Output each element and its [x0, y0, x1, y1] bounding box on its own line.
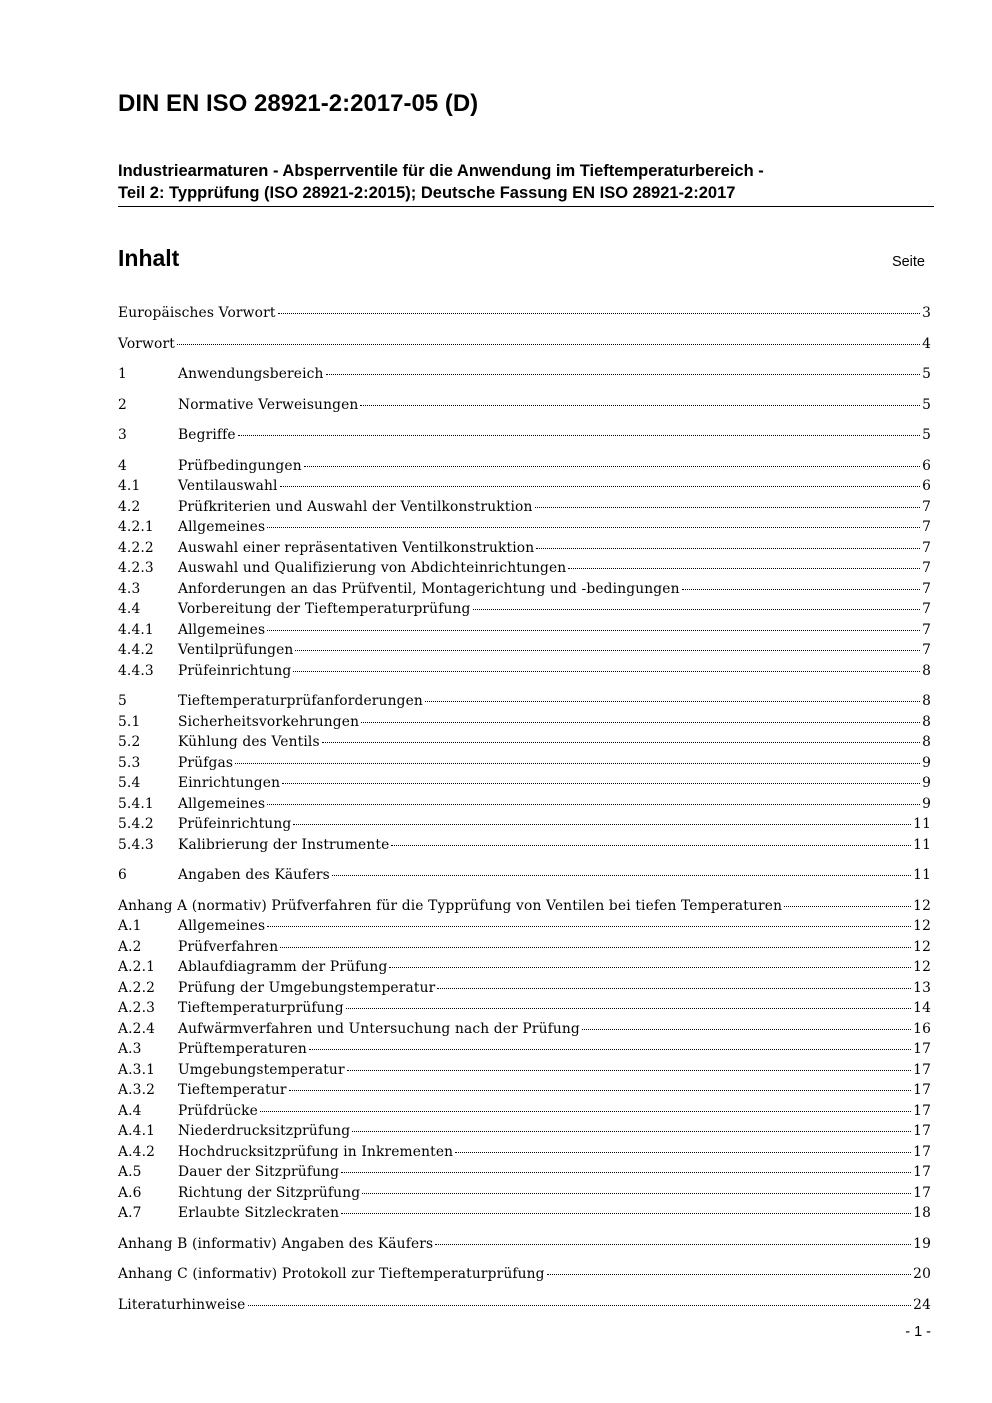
toc-entry-page: 12	[913, 938, 931, 955]
toc-dot-leader	[293, 671, 920, 672]
toc-entry-number: A.3	[118, 1041, 142, 1057]
toc-entry-page: 5	[922, 427, 931, 443]
toc-entry[interactable]	[118, 476, 931, 497]
toc-dot-leader	[391, 845, 911, 846]
toc-entry-page: 24	[913, 1296, 931, 1313]
toc-entry-number: A.2	[118, 938, 142, 955]
toc-entry[interactable]	[118, 1295, 931, 1316]
toc-entry[interactable]	[118, 364, 931, 385]
toc-entry-number: 5.2	[118, 734, 141, 750]
toc-dot-leader	[280, 486, 920, 487]
toc-entry-number: 5	[118, 693, 127, 709]
toc-entry-page: 17	[913, 1184, 931, 1201]
document-subtitle	[118, 160, 934, 207]
toc-entry-page: 9	[922, 795, 931, 812]
toc-entry[interactable]	[118, 814, 931, 835]
toc-entry[interactable]	[118, 1060, 931, 1081]
toc-entry[interactable]	[118, 691, 931, 712]
toc-entry-page: 17	[913, 1123, 931, 1139]
toc-entry-title: Anwendungsbereich	[178, 366, 324, 382]
toc-dot-leader	[682, 589, 920, 590]
toc-entry-title: Anhang B (informativ) Angaben des Käufers	[118, 1235, 434, 1252]
toc-dot-leader	[309, 1049, 911, 1050]
toc-entry[interactable]	[118, 978, 931, 999]
toc-dot-leader	[360, 405, 920, 406]
toc-dot-leader	[346, 1008, 911, 1009]
toc-entry-number: 1	[118, 366, 127, 382]
toc-entry-page: 17	[913, 1061, 931, 1078]
toc-entry-page: 8	[922, 713, 931, 730]
toc-entry[interactable]	[118, 661, 931, 682]
toc-dot-leader	[280, 947, 911, 948]
toc-entry-number: A.4.1	[118, 1123, 156, 1139]
toc-entry-title: Einrichtungen	[178, 775, 281, 791]
toc-entry-number: A.2.3	[118, 1000, 156, 1016]
toc-dot-leader	[278, 313, 921, 314]
toc-entry-number: A.2.4	[118, 1020, 156, 1037]
toc-entry-number: 3	[118, 427, 127, 443]
toc-entry-title: Umgebungstemperatur	[178, 1061, 345, 1078]
toc-dot-leader	[352, 1131, 911, 1132]
page-column-label: Seite	[891, 254, 925, 270]
toc-entry-page: 5	[922, 366, 931, 382]
toc-entry-number: 5.4.3	[118, 836, 154, 853]
toc-dot-leader	[304, 466, 920, 467]
toc-entry-page: 17	[913, 1143, 931, 1160]
toc-entry-title: Tieftemperaturprüfung	[178, 1000, 344, 1016]
toc-dot-leader	[361, 722, 920, 723]
toc-entry-title: Hochdrucksitzprüfung in Inkrementen	[178, 1143, 454, 1160]
toc-entry-title: Ventilauswahl	[178, 478, 278, 494]
toc-entry[interactable]	[118, 620, 931, 641]
toc-entry-page: 7	[922, 601, 931, 617]
toc-entry-number: 6	[118, 867, 127, 883]
toc-dot-leader	[267, 630, 920, 631]
toc-entry-title: Kühlung des Ventils	[178, 734, 320, 750]
toc-entry[interactable]	[118, 957, 931, 978]
toc-entry[interactable]	[118, 497, 931, 518]
toc-dot-leader	[455, 1152, 911, 1153]
toc-entry-page: 7	[922, 519, 931, 535]
toc-dot-leader	[535, 507, 921, 508]
toc-entry-page: 18	[913, 1205, 931, 1221]
toc-dot-leader	[784, 906, 911, 907]
toc-dot-leader	[235, 763, 920, 764]
toc-entry-page: 12	[913, 959, 931, 975]
toc-entry-title: Dauer der Sitzprüfung	[178, 1164, 340, 1180]
toc-entry-page: 5	[922, 396, 931, 413]
toc-entry-number: A.3.1	[118, 1061, 156, 1078]
toc-entry-title: Anforderungen an das Prüfventil, Montagerichtung und -bedingungen	[178, 580, 680, 597]
toc-entry-page: 11	[913, 836, 931, 853]
toc-entry-page: 7	[922, 621, 931, 638]
toc-entry-title: Prüfeinrichtung	[178, 662, 292, 679]
subtitle-line-1: Industriearmaturen - Absperrventile für die Anwendung im Tieftemperaturbereich -	[118, 162, 764, 180]
toc-entry-number: 5.3	[118, 754, 141, 771]
toc-entry-number: 4.4.2	[118, 642, 154, 658]
toc-entry-page: 19	[913, 1235, 931, 1252]
toc-entry-number: 4	[118, 457, 127, 474]
toc-entry-title: Tieftemperatur	[178, 1082, 287, 1098]
toc-entry[interactable]	[118, 865, 931, 886]
toc-entry-title: Prüftemperaturen	[178, 1041, 307, 1057]
toc-entry-number: A.5	[118, 1164, 142, 1180]
toc-dot-leader	[347, 1070, 911, 1071]
toc-entry-number: 4.1	[118, 478, 141, 494]
toc-entry-title: Tieftemperaturprüfanforderungen	[178, 693, 423, 709]
toc-entry-title: Prüfgas	[178, 754, 234, 771]
toc-entry-number: 5.4	[118, 775, 141, 791]
toc-entry-page: 4	[922, 335, 931, 352]
page-number: - 1 -	[905, 1324, 931, 1340]
toc-entry-page: 8	[922, 693, 931, 709]
toc-entry-number: A.3.2	[118, 1082, 156, 1098]
toc-entry-page: 17	[913, 1082, 931, 1098]
toc-entry-title: Allgemeines	[178, 795, 266, 812]
toc-entry-page: 6	[922, 478, 931, 494]
toc-entry[interactable]	[118, 517, 931, 538]
toc-entry-page: 17	[913, 1164, 931, 1180]
toc-dot-leader	[289, 1090, 912, 1091]
toc-entry[interactable]	[118, 835, 931, 856]
toc-entry[interactable]	[118, 538, 931, 559]
toc-entry-title: Allgemeines	[178, 621, 266, 638]
subtitle-line-2: Teil 2: Typprüfung (ISO 28921-2:2015); Deutsche Fassung EN ISO 28921-2:2017	[118, 184, 736, 202]
toc-entry[interactable]	[118, 916, 931, 937]
toc-dot-leader	[177, 344, 920, 345]
toc-entry[interactable]	[118, 640, 931, 661]
toc-entry-title: Begriffe	[178, 427, 236, 443]
toc-entry[interactable]	[118, 1183, 931, 1204]
toc-entry-title: Ventilprüfungen	[178, 642, 294, 658]
toc-entry[interactable]	[118, 998, 931, 1019]
toc-entry-page: 20	[913, 1266, 931, 1282]
toc-entry-title: Allgemeines	[178, 519, 266, 535]
toc-entry[interactable]	[118, 1162, 931, 1183]
toc-entry[interactable]	[118, 794, 931, 815]
toc-entry-page: 7	[922, 560, 931, 576]
toc-entry-page: 6	[922, 457, 931, 474]
toc-dot-leader	[332, 875, 911, 876]
toc-entry-page: 17	[913, 1102, 931, 1119]
toc-dot-leader	[473, 609, 921, 610]
toc-entry-page: 7	[922, 539, 931, 556]
toc-entry-page: 11	[913, 867, 931, 883]
toc-entry-page: 3	[922, 305, 931, 321]
toc-dot-leader	[341, 1172, 911, 1173]
toc-entry-number: 4.3	[118, 580, 141, 597]
toc-entry-title: Vorbereitung der Tieftemperaturprüfung	[178, 601, 471, 617]
toc-dot-leader	[293, 824, 911, 825]
toc-entry-number: 4.2.1	[118, 519, 154, 535]
toc-entry-title: Prüfdrücke	[178, 1102, 258, 1119]
toc-dot-leader	[295, 650, 920, 651]
toc-entry-number: 4.4.3	[118, 662, 154, 679]
toc-entry-title: Prüfung der Umgebungstemperatur	[178, 979, 436, 996]
toc-dot-leader	[536, 548, 920, 549]
toc-entry-number: 4.2.2	[118, 539, 154, 556]
toc-entry-title: Prüfverfahren	[178, 938, 279, 955]
toc-entry-title: Auswahl und Qualifizierung von Abdichteinrichtungen	[178, 560, 567, 576]
toc-entry-number: 5.4.1	[118, 795, 154, 812]
toc-entry-page: 16	[913, 1020, 931, 1037]
toc-entry[interactable]	[118, 1080, 931, 1101]
toc-entry[interactable]	[118, 732, 931, 753]
toc-entry-page: 7	[922, 642, 931, 658]
toc-entry-number: 5.1	[118, 713, 141, 730]
toc-entry-title: Allgemeines	[178, 918, 266, 934]
toc-entry[interactable]	[118, 1203, 931, 1224]
toc-entry[interactable]	[118, 558, 931, 579]
toc-entry-number: A.4	[118, 1102, 142, 1119]
toc-entry[interactable]	[118, 456, 931, 477]
toc-entry-title: Auswahl einer repräsentativen Ventilkonstruktion	[178, 539, 535, 556]
toc-heading: Inhalt	[118, 245, 180, 271]
toc-dot-leader	[322, 742, 920, 743]
toc-entry-page: 9	[922, 775, 931, 791]
toc-entry-title: Sicherheitsvorkehrungen	[178, 713, 360, 730]
toc-entry-page: 13	[913, 979, 931, 996]
toc-entry[interactable]	[118, 1039, 931, 1060]
toc-entry-number: A.7	[118, 1205, 142, 1221]
toc-entry-title: Ablaufdiagramm der Prüfung	[178, 959, 388, 975]
toc-entry-page: 12	[913, 918, 931, 934]
toc-entry-title: Anhang A (normativ) Prüfverfahren für die Typprüfung von Ventilen bei tiefen Temperaturen	[118, 897, 783, 914]
toc-entry[interactable]	[118, 599, 931, 620]
toc-entry-title: Vorwort	[118, 335, 175, 352]
toc-entry-number: A.1	[118, 918, 142, 934]
toc-entry[interactable]	[118, 334, 931, 355]
toc-entry[interactable]	[118, 1142, 931, 1163]
toc-entry-title: Niederdrucksitzprüfung	[178, 1123, 351, 1139]
toc-entry-page: 17	[913, 1041, 931, 1057]
toc-entry-page: 7	[922, 580, 931, 597]
table-of-contents	[118, 303, 931, 1315]
toc-entry[interactable]	[118, 1121, 931, 1142]
toc-dot-leader	[362, 1193, 911, 1194]
toc-dot-leader	[267, 926, 911, 927]
toc-entry-title: Angaben des Käufers	[178, 867, 330, 883]
toc-dot-leader	[437, 988, 911, 989]
toc-dot-leader	[260, 1111, 911, 1112]
toc-entry-title: Aufwärmverfahren und Untersuchung nach der Prüfung	[178, 1020, 580, 1037]
toc-entry-page: 8	[922, 662, 931, 679]
toc-entry-title: Richtung der Sitzprüfung	[178, 1184, 361, 1201]
toc-entry-title: Kalibrierung der Instrumente	[178, 836, 390, 853]
toc-entry-page: 8	[922, 734, 931, 750]
toc-entry-number: 5.4.2	[118, 816, 154, 832]
toc-entry-title: Literaturhinweise	[118, 1296, 246, 1313]
toc-entry-title: Prüfbedingungen	[178, 457, 302, 474]
toc-entry-title: Prüfeinrichtung	[178, 816, 292, 832]
toc-dot-leader	[389, 967, 911, 968]
toc-entry-number: 4.4.1	[118, 621, 154, 638]
toc-dot-leader	[341, 1213, 911, 1214]
toc-dot-leader	[248, 1305, 912, 1306]
toc-entry-number: A.2.2	[118, 979, 156, 996]
toc-entry[interactable]	[118, 753, 931, 774]
toc-entry-page: 7	[922, 498, 931, 515]
toc-entry-number: A.6	[118, 1184, 142, 1201]
toc-entry[interactable]	[118, 896, 931, 917]
toc-entry-number: A.2.1	[118, 959, 156, 975]
toc-dot-leader	[582, 1029, 911, 1030]
toc-entry[interactable]	[118, 395, 931, 416]
toc-dot-leader	[568, 568, 920, 569]
toc-entry[interactable]	[118, 303, 931, 324]
toc-entry-title: Normative Verweisungen	[178, 396, 359, 413]
toc-entry[interactable]	[118, 1264, 931, 1285]
toc-entry[interactable]	[118, 773, 931, 794]
toc-entry[interactable]	[118, 425, 931, 446]
toc-dot-leader	[435, 1244, 911, 1245]
toc-entry-page: 11	[913, 816, 931, 832]
toc-dot-leader	[267, 804, 920, 805]
toc-entry-number: 4.2.3	[118, 560, 154, 576]
toc-dot-leader	[326, 374, 921, 375]
toc-entry-title: Erlaubte Sitzleckraten	[178, 1205, 340, 1221]
toc-entry-title: Anhang C (informativ) Protokoll zur Tieftemperaturprüfung	[118, 1266, 545, 1282]
toc-entry-page: 9	[922, 754, 931, 771]
toc-entry[interactable]	[118, 937, 931, 958]
toc-entry[interactable]	[118, 579, 931, 600]
toc-entry-number: 4.2	[118, 498, 141, 515]
toc-entry-title: Prüfkriterien und Auswahl der Ventilkonstruktion	[178, 498, 533, 515]
toc-entry[interactable]	[118, 1019, 931, 1040]
toc-entry-page: 14	[913, 1000, 931, 1016]
toc-dot-leader	[547, 1274, 911, 1275]
toc-entry-number: A.4.2	[118, 1143, 156, 1160]
toc-entry-page: 12	[913, 897, 931, 914]
toc-entry[interactable]	[118, 1234, 931, 1255]
toc-dot-leader	[267, 527, 920, 528]
toc-entry-number: 2	[118, 396, 127, 413]
toc-dot-leader	[282, 783, 920, 784]
toc-entry-title: Europäisches Vorwort	[118, 305, 276, 321]
toc-entry-number: 4.4	[118, 601, 141, 617]
toc-dot-leader	[425, 701, 920, 702]
document-title: DIN EN ISO 28921-2:2017-05 (D)	[118, 90, 479, 117]
toc-entry[interactable]	[118, 1101, 931, 1122]
toc-dot-leader	[238, 435, 920, 436]
toc-entry[interactable]	[118, 712, 931, 733]
